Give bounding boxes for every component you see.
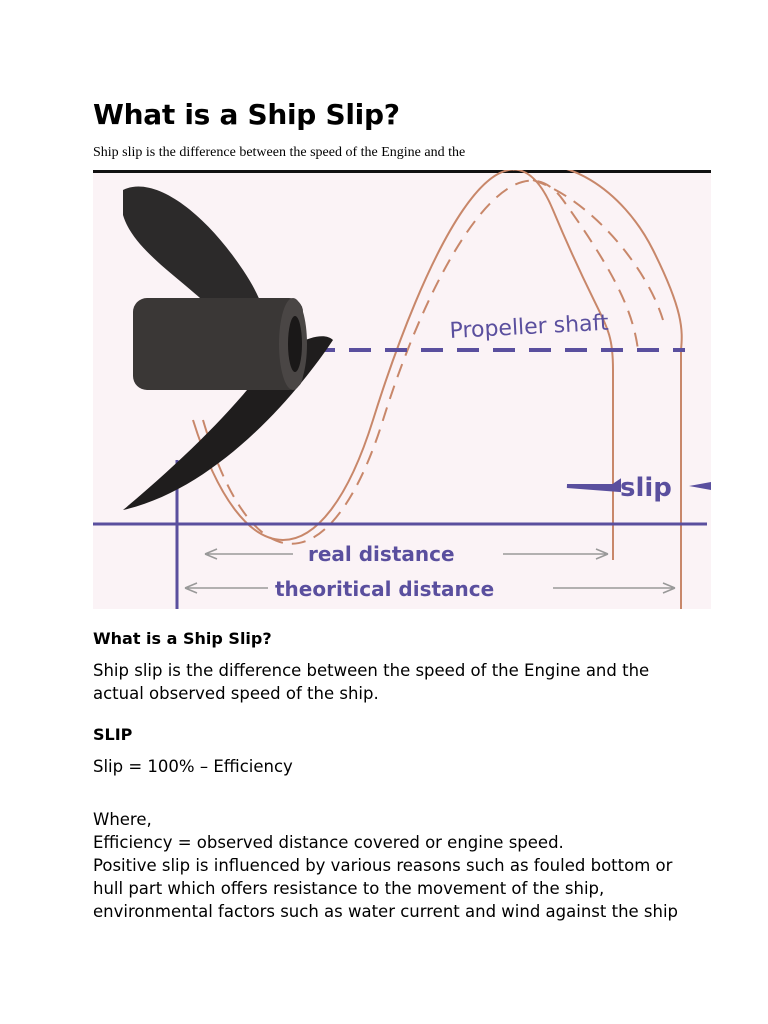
definition-line-2: actual observed speed of the ship.: [93, 684, 379, 703]
explanation-line-2: Efficiency = observed distance covered or engine speed.: [93, 833, 564, 852]
real-distance-label: real distance: [308, 542, 455, 566]
explanation-line-5: environmental factors such as water current and wind against the ship: [93, 902, 679, 921]
diagram-svg: [93, 170, 711, 609]
explanation-line-1: Where,: [93, 810, 152, 829]
slip-formula: Slip = 100% – Efficiency: [93, 757, 293, 776]
section-heading-slip-definition: What is a Ship Slip?: [93, 629, 272, 648]
propeller-slip-diagram: [93, 170, 711, 609]
real-helix-curve: [513, 170, 682, 609]
section-heading-slip: SLIP: [93, 725, 133, 744]
intro-text: Ship slip is the difference between the speed of the Engine and the: [93, 145, 466, 160]
explanation-line-4: hull part which offers resistance to the movement of the ship,: [93, 879, 605, 898]
slip-arrow-left: [567, 482, 619, 490]
hub-bore: [288, 316, 302, 372]
propeller-image: [123, 187, 333, 510]
page-title: What is a Ship Slip?: [93, 98, 400, 131]
real-helix-curve-dashed: [533, 180, 663, 320]
definition-line-1: Ship slip is the difference between the speed of the Engine and the: [93, 661, 650, 680]
definition-paragraph: [93, 659, 693, 705]
explanation-paragraph: [93, 808, 693, 923]
shaft-label: Propeller shaft: [449, 310, 610, 344]
slip-arrow-right: [689, 482, 711, 490]
explanation-line-3: Positive slip is influenced by various reasons such as fouled bottom or: [93, 856, 673, 875]
theoretical-distance-label: theoritical distance: [275, 577, 495, 601]
hub: [133, 298, 303, 390]
slip-label: slip: [620, 473, 672, 503]
